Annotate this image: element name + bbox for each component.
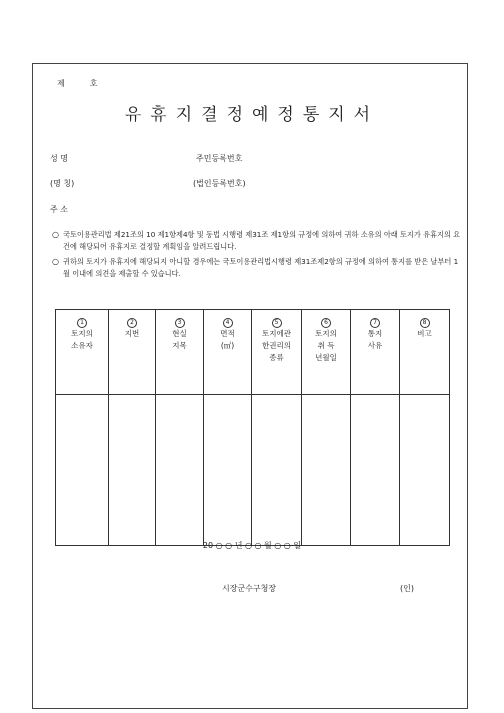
name-label: 성 명 [50, 154, 68, 163]
header-line: (㎡) [220, 341, 235, 350]
header-line: 한권리의 [262, 341, 291, 350]
seal-mark: (인) [400, 584, 414, 593]
circled-number: 6 [321, 318, 331, 328]
bullet-circle-icon: ○ [52, 257, 59, 266]
table-header-cell [351, 310, 400, 395]
table-header-cell [204, 310, 252, 395]
header-line: 토지의 [71, 329, 93, 338]
header-line: 사유 [367, 341, 383, 350]
corp-id-label: (법인등록번호) [193, 179, 246, 188]
corp-name-label: (명 칭) [50, 179, 75, 188]
notice-paragraph-1-text: 국토이용관리법 제21조의 10 제1항제4항 및 동법 시행령 제31조 제1항의 규정에 의하여 귀하 소유의 아래 토지가 유휴지의 요건에 해당되어 유휴지로 결정할 계획임을 알려드립니다. [63, 230, 461, 251]
circled-number: 7 [370, 318, 380, 328]
table-row [56, 395, 450, 546]
header-line: 취 득 [317, 341, 335, 350]
document-number [57, 78, 98, 89]
issuing-authority: 시장군수구청장 [222, 584, 277, 593]
circled-number: 5 [272, 318, 282, 328]
table-cell [400, 395, 450, 546]
circled-number: 4 [223, 318, 233, 328]
issue-date: 20 ○ ○ 년 ○ ○ 월 ○ ○ 일 [202, 541, 302, 550]
circled-number: 2 [127, 318, 137, 328]
header-line: 토지의 [315, 329, 337, 338]
document-number-prefix: 제 [57, 79, 66, 88]
notice-paragraph-2 [52, 256, 461, 279]
resident-id-label: 주민등록번호 [196, 154, 243, 163]
bullet-circle-icon: ○ [52, 230, 59, 239]
land-info-table [55, 309, 450, 546]
table-cell [109, 395, 156, 546]
header-line: 소유자 [71, 341, 93, 350]
table-cell [156, 395, 204, 546]
table-header-row [56, 310, 450, 395]
table-cell [56, 395, 109, 546]
header-line: 지목 [172, 341, 187, 350]
header-line: 통지 [367, 329, 383, 338]
header-line: 현실 [172, 329, 187, 338]
table-header-cell [109, 310, 156, 395]
table-cell [252, 395, 302, 546]
header-line: 토지에관 [262, 329, 291, 338]
circled-number: 1 [77, 318, 87, 328]
header-line: 년월일 [315, 353, 337, 362]
table-header-cell [252, 310, 302, 395]
document-title: 유휴지결정예정통지서 [124, 105, 380, 125]
header-line: 면적 [220, 329, 235, 338]
table-header-cell [400, 310, 450, 395]
table-header-cell [156, 310, 204, 395]
header-line: 종류 [269, 353, 284, 362]
notice-paragraph-1 [52, 229, 461, 252]
header-line: 비고 [417, 329, 432, 338]
table-cell [204, 395, 252, 546]
address-label: 주 소 [50, 205, 68, 214]
header-line: 지번 [124, 329, 140, 338]
table-cell [351, 395, 400, 546]
circled-number: 3 [175, 318, 185, 328]
table-cell [302, 395, 351, 546]
table-header-cell [56, 310, 109, 395]
notice-paragraph-2-text: 귀하의 토지가 유휴지에 해당되지 아니할 경우에는 국토이용관리법시행령 제31조제2항의 규정에 의하여 통지를 받은 날부터 1월 이내에 의견을 제출할 수 있습니다. [63, 257, 459, 278]
document-number-suffix: 호 [89, 79, 99, 88]
circled-number: 8 [420, 318, 430, 328]
table-header-cell [302, 310, 351, 395]
